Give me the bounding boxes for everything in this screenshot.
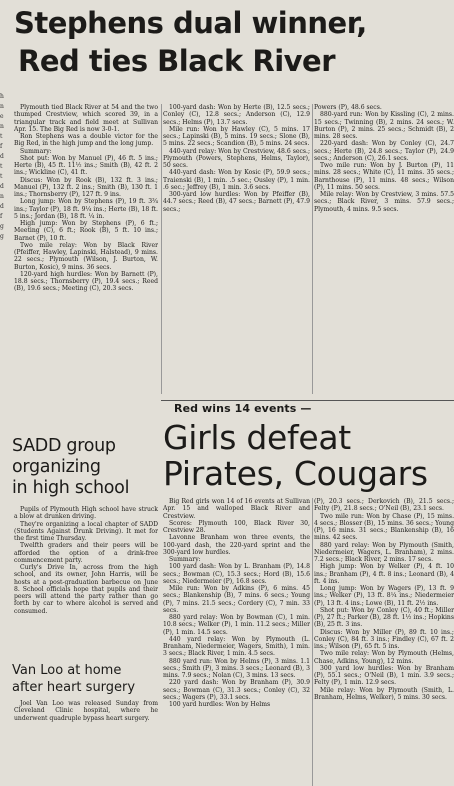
boys-meet-column-1 [14,104,158,434]
paragraph: Mile relay: Won by Crestview, 3 mins. 57.5 secs.; Black River, 3 mins. 57.9 secs.; Plymouth, 4 mins. 9.5 secs. [314,191,454,213]
headline-line-3: in high school [12,478,130,498]
headline-vanloo [12,662,162,696]
paragraph: Curly's Drive In, across from the high school, and its owner, John Harris, will be hosts at a post-graduation barbecue on June 8. School officials hope that pupils and their peers will attend the party rather than go forth by car to where alcohol is served and consumed. [14,564,158,615]
paragraph: Long jump: Won by Wagers (P), 13 ft. 9 ins.; Welker (P), 13 ft. 8¼ ins.; Niedermeier (P), 13 ft. 4 ins.; Lowe (B), 11 ft. 2½ ins. [314,585,454,607]
paragraph: 440-yard dash: Won by Kosic (P), 59.9 secs.; Traienski (B), 1 min. .5 sec.; Ousley (P), 1 min. .6 sec.; Jeffrey (B), 1 min. 3.6 secs. [163,169,310,191]
paragraph: Mile run: Won by Adkins (P), 6 mins. 45 secs.; Blankenship (B), 7 mins. 6 secs.; Young (P), 7 mins. 21.5 secs.; Cordery (C), 7 min. 33 secs. [163,585,310,614]
paragraph: 300-yard low hurdles: Won by Pfeiffer (B), 44.7 secs.; Reed (B), 47 secs.; Barnett (P), 47.9 secs.; [163,191,310,213]
headline-line-1: SADD group [12,436,116,456]
headline-line-1: Stephens dual winner, [14,6,367,40]
kicker-red-wins: Red wins 14 events — [174,402,312,415]
paragraph: Scores: Plymouth 100, Black River 30, Crestview 28. [163,519,310,534]
sadd-article-body [14,506,158,656]
paragraph: Summary: [20,147,52,155]
paragraph: Powers (P), 48.6 secs. [314,104,382,111]
paragraph: 100-yard dash: Won by Herte (B), 12.5 secs.; Conley (C), 12.8 secs.; Anderson (C), 12.9 secs.; Helms (P), 13.7 secs. [163,104,310,126]
adjacent-column-edge: h n e n t f d t t d n d f g g [0,93,4,240]
girls-meet-column-1 [163,498,310,786]
paragraph: Lavonne Branham won three events, the 100-yard dash, the 220-yard sprint and the 300-yard low hurdles. [163,534,310,556]
paragraph: Mile relay: Won by Plymouth (Smith, L. Branham, Helms, Welker), 5 mins. 30 secs. [314,686,454,701]
boys-meet-column-2 [163,104,310,394]
headline-girls [163,420,454,492]
paragraph: Shot put: Won by Conley (C), 40 ft.; Miller (P), 27 ft.; Parker (B), 28 ft. 1½ ins.; Hopkins (B), 25 ft. 3 ins. [314,606,454,629]
column-rule [312,104,313,394]
paragraph: Discus: Won by Miller (P), 89 ft. 10 ins.; Conley (C), 84 ft. 3 ins.; Findley (C), 67 ft. 2 ins.; Wilson (P), 65 ft. 5 ins. [314,628,454,650]
paragraph: Mile run: Won by Hawley (C), 5 mins. 17 secs.; Lapinski (B), 5 mins. 19 secs.; Slone (B), 5 mins. 22 secs.; Scandion (B), 5 mins. 24 secs. [163,125,310,148]
paragraph: Summary: [169,556,201,563]
headline-stephens [14,4,454,80]
paragraph: Pupils of Plymouth High school have struck a blow at drunken driving. [14,506,158,521]
paragraph: High jump: Won by Welker (P), 4 ft. 10 ins.; Branham (P), 4 ft. 8 ins.; Leonard (B), 4 ft. 4 ins. [314,563,454,585]
paragraph: Discus: Won by Rook (B), 132 ft. 3 ins.; Manuel (P), 132 ft. 2 ins.; Smith (B), 130 ft. 1 ins.; Thornsberry (P), 127 ft. 9 ins. [14,176,158,198]
paragraph: 880 yard relay: Won by Plymouth (Smith, Niedermeier, Wagers, L. Branham), 2 mins. 7.2 secs.; Black River, 2 mins. 17 secs. [314,541,454,563]
paragraph: Two mile relay: Won by Plymouth (Helms, Chase, Adkins, Young), 12 mins. [314,650,454,665]
boys-meet-column-3 [314,104,454,394]
paragraph: 100 yard dash: Won by L. Branham (P), 14.8 secs.; Bowman (C), 15.3 secs.; Hord (B), 15.6 secs.; Niedermeier (P), 16.8 secs. [163,563,310,585]
paragraph: 440 yard relay: Won by Plymouth (L. Branham, Niedermeier, Wagers, Smith), 1 min. 3 secs.; Black River, 1 min. 4.5 secs. [163,635,310,658]
paragraph: Two mile run: Won by Chase (P), 15 mins. 4 secs.; Blosser (B), 15 mins. 36 secs.; Young (P), 16 mins. 31 secs.; Blankenship (B), 16 mins. 42 secs. [314,512,454,542]
paragraph: (P), 20.3 secs.; Derkovich (B), 21.5 secs.; Felty (P), 21.8 secs.; O'Neil (B), 23.1 secs. [314,498,454,513]
paragraph: Shot put: Won by Manuel (P), 46 ft. 5 ins.; Herte (B), 45 ft. 11½ ins.; Smith (B), 42 ft. 2 ins.; Wickline (C), 41 ft. [14,154,158,177]
headline-sadd [12,436,162,499]
paragraph: High jump: Won by Stephens (P), 6 ft.; Meeting (C), 6 ft.; Rook (B), 5 ft. 10 ins.; Barnet (P), 10 ft. [14,220,158,242]
paragraph: 880 yard run: Won by Helms (P), 3 mins. 1.1 secs.; Smith (P), 3 mins. 3 secs.; Leonard (B), 3 mins. 7.9 secs.; Nolan (C), 3 mins. 13 secs. [163,657,310,679]
paragraph: Joel Van Loo was released Sunday from Cleveland Clinic hospital, where he underwent quadruple bypass heart surgery. [14,700,158,722]
headline-line-1: Girls defeat [163,420,351,457]
headline-line-2: Red ties Black River [18,44,336,78]
paragraph: Two mile run: Won by J. Burton (P), 11 mins. 28 secs.; White (C), 11 mins. 35 secs.; Barnthouse (P), 11 mins. 48 secs.; Wilson (P), 11 mins. 50 secs. [314,162,454,191]
paragraph: 120-yard high hurdles: Won by Barnett (P), 18.8 secs.; Thornsberry (P), 19.4 secs.; Reed (B), 19.6 secs.; Meeting (C), 20.3 secs. [14,270,158,293]
girls-meet-column-2 [314,498,454,786]
headline-line-1: Van Loo at home [12,663,122,678]
column-rule [161,104,162,394]
paragraph: 220 yard dash: Won by Branham (P), 30.9 secs.; Bowman (C), 31.3 secs.; Conley (C), 32 secs.; Wagers (P), 33.1 secs. [163,679,310,701]
headline-line-2: organizing [12,457,101,477]
paragraph: Twelfth graders and their peers will be afforded the option of a drink-free commencement party. [14,542,158,564]
paragraph: 880-yard run: Won by Kissling (C), 2 mins. 15 secs.; Twinning (B), 2 mins. 24 secs.; W. Burton (P), 2 mins. 25 secs.; Schmidt (B), 2 mins. 28 secs. [314,111,454,140]
paragraph: Plymouth tied Black River at 54 and the two thumped Crestview, which scored 39, in a triangular track and field meet at Sullivan Apr. 15. The Big Red is now 3-0-1. [14,104,158,133]
paragraph: 440-yard relay: Won by Crestview, 48.6 secs.; Plymouth (Powers, Stephens, Helms, Taylor), 50 secs. [163,147,310,169]
paragraph: 220-yard dash: Won by Conley (C), 24.7 secs.; Herte (B), 24.8 secs.; Taylor (P), 24.9 secs.; Anderson (C), 26.1 secs. [314,140,454,162]
column-rule [312,498,313,786]
headline-line-2: Pirates, Cougars [163,454,428,492]
section-divider [161,400,454,401]
paragraph: They're organizing a local chapter of SADD (Students Against Drunk Driving). It met for the first time Thursday. [14,520,158,542]
paragraph: 100 yard hurdles: Won by Helms [169,701,271,708]
paragraph: Long jump: Won by Stephens (P), 19 ft. 3¾ ins.; Taylor (P), 18 ft. 9¼ ins.; Herte (B), 18 ft. 5 ins.; Jordan (B), 18 ft. ¼ in. [14,198,158,220]
paragraph: 300 yard low hurdles: Won by Branham (P), 55.1 secs.; O'Neil (B), 1 min. 3.9 secs.; Felty (P), 1 min. 12.9 secs. [314,664,454,687]
vanloo-article-body [14,700,158,786]
headline-line-2: after heart surgery [12,680,136,695]
paragraph: 880 yard relay: Won by Bowman (C), 1 min. 10.8 secs.; Welker (P), 1 min. 11.2 secs.; Miller (P), 1 min. 14.5 secs. [163,614,310,636]
paragraph: Ron Stephens was a double victor for the Big Red, in the high jump and the long jump. [14,133,158,148]
paragraph: Big Red girls won 14 of 16 events at Sullivan Apr. 15 and walloped Black River and Crestview. [163,498,310,520]
paragraph: Two mile relay: Won by Black River (Pfeiffer, Hawley, Lapinski, Halstead), 9 mins. 22 secs.; Plymouth (Wilson, J. Burton, W. Burton, Kosic), 9 mins. 36 secs. [14,241,158,271]
